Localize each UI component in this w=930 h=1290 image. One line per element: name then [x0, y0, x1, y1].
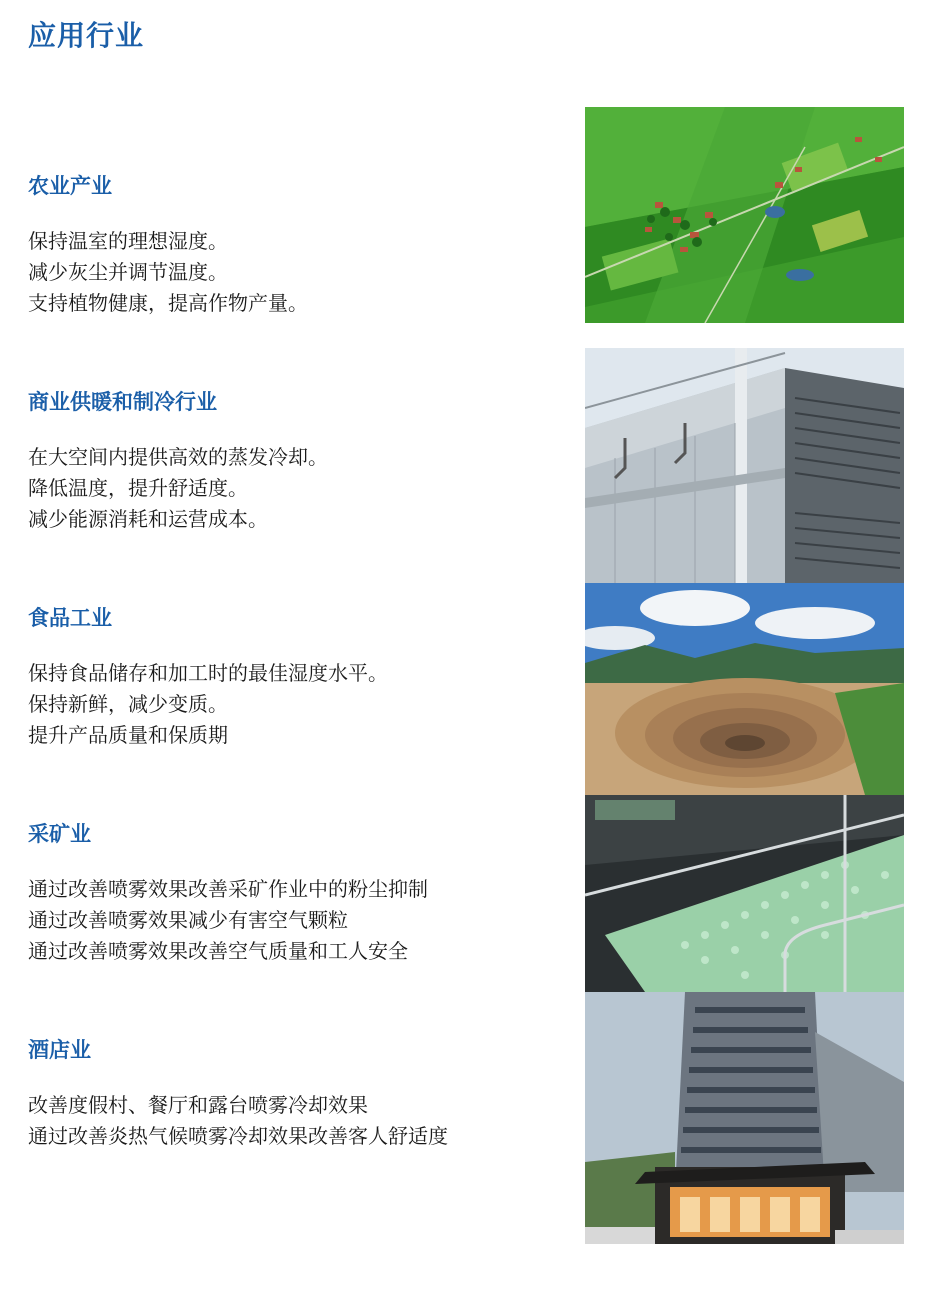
- section-line: 保持新鲜，减少变质。: [28, 692, 228, 716]
- farmland-photo: [585, 107, 904, 323]
- section-heading: 酒店业: [28, 1038, 91, 1062]
- hotel-photo: [585, 992, 904, 1244]
- section-hvac: [28, 386, 568, 535]
- page-title: 应用行业: [28, 19, 145, 52]
- section-line: 减少能源消耗和运营成本。: [28, 507, 268, 531]
- section-line: 提升产品质量和保质期: [28, 723, 228, 747]
- cooling-tower-photo: [585, 348, 904, 583]
- section-line: 改善度假村、餐厅和露台喷雾冷却效果: [28, 1093, 368, 1117]
- section-food: [28, 602, 568, 751]
- section-line: 保持食品储存和加工时的最佳湿度水平。: [28, 661, 388, 685]
- section-line: 通过改善炎热气候喷雾冷却效果改善客人舒适度: [28, 1124, 448, 1148]
- section-heading: 商业供暖和制冷行业: [28, 390, 217, 414]
- section-hospitality: [28, 1034, 568, 1152]
- section-line: 通过改善喷雾效果减少有害空气颗粒: [28, 908, 348, 932]
- section-agriculture: [28, 170, 568, 319]
- section-line: 减少灰尘并调节温度。: [28, 260, 228, 284]
- bottling-line-photo: [585, 795, 904, 992]
- section-line: 通过改善喷雾效果改善空气质量和工人安全: [28, 939, 408, 963]
- section-line: 支持植物健康，提高作物产量。: [28, 291, 308, 315]
- section-line: 降低温度，提升舒适度。: [28, 476, 248, 500]
- mine-photo: [585, 583, 904, 795]
- section-line: 通过改善喷雾效果改善采矿作业中的粉尘抑制: [28, 877, 428, 901]
- section-heading: 食品工业: [28, 606, 112, 630]
- section-line: 在大空间内提供高效的蒸发冷却。: [28, 445, 328, 469]
- section-heading: 农业产业: [28, 174, 112, 198]
- section-mining: [28, 818, 568, 967]
- section-line: 保持温室的理想湿度。: [28, 229, 228, 253]
- section-heading: 采矿业: [28, 822, 91, 846]
